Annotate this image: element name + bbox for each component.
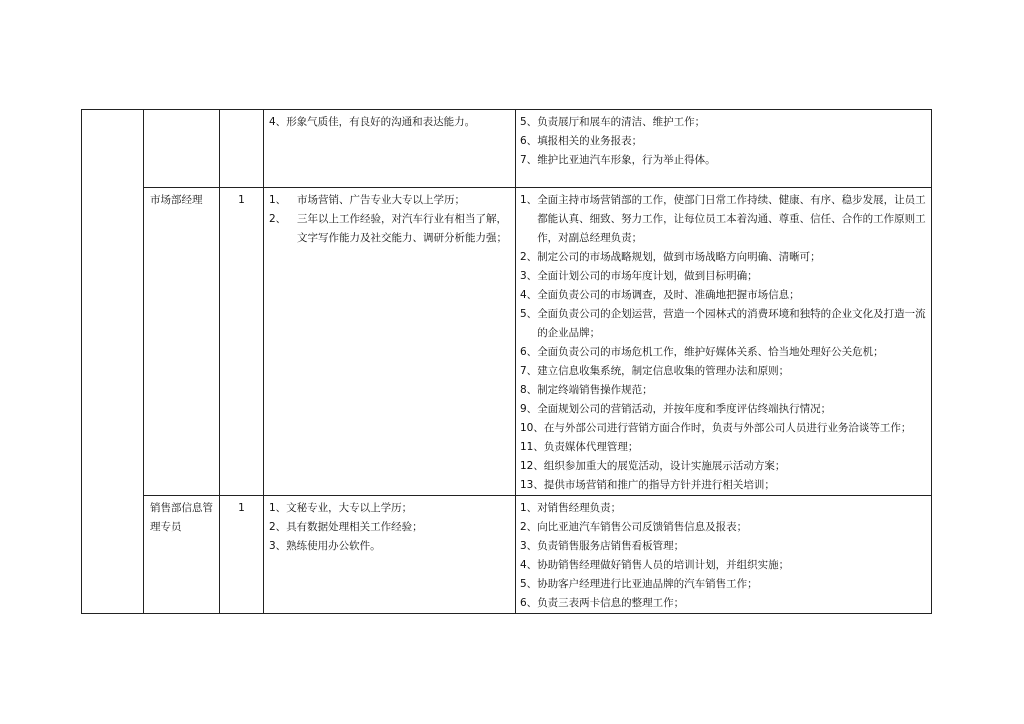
headcount: 1	[238, 194, 245, 206]
table-row	[82, 496, 932, 614]
headcount-cell	[220, 496, 264, 614]
list-item: 7、 维护比亚迪汽车形象，行为举止得体。	[520, 154, 716, 166]
list-item: 13、 提供市场营销和推广的指导方针并进行相关培训；	[520, 479, 775, 491]
list-item: 2、 具有数据处理相关工作经验；	[269, 521, 423, 533]
duties-cell	[516, 188, 932, 496]
requirements-cell	[264, 496, 516, 614]
list-item: 2、 向比亚迪汽车销售公司反馈销售信息及报表；	[520, 521, 748, 533]
position-cell	[144, 496, 220, 614]
list-item: 10、 在与外部公司进行营销方面合作时，负责与外部公司人员进行业务洽谈等工作；	[520, 422, 912, 434]
requirements-cell	[264, 188, 516, 496]
duties-list	[516, 191, 931, 495]
list-item: 4、 形象气质佳，有良好的沟通和表达能力。	[269, 116, 476, 128]
position-title: 销售部信息管理专员	[150, 502, 213, 533]
list-item: 6、 负责三表两卡信息的整理工作；	[520, 597, 685, 609]
list-item: 2、 三年以上工作经验，对汽车行业有相当了解，文字写作能力及社交能力、调研分析能力强；	[269, 213, 507, 244]
duties-cell	[516, 496, 932, 614]
table-row	[82, 188, 932, 496]
list-item: 3、 熟练使用办公软件。	[269, 540, 381, 552]
list-item: 2、 制定公司的市场战略规划，做到市场战略方向明确、清晰可；	[520, 251, 821, 263]
list-item: 1、 对销售经理负责；	[520, 502, 622, 514]
list-item: 9、 全面规划公司的营销活动，并按年度和季度评估终端执行情况；	[520, 403, 832, 415]
duties-list	[516, 113, 931, 170]
duties-list	[516, 499, 931, 613]
table-row	[82, 110, 932, 188]
list-item: 3、 负责销售服务店销售看板管理；	[520, 540, 685, 552]
list-item: 5、 负责展厅和展车的清洁、维护工作；	[520, 116, 706, 128]
list-item: 12、 组织参加重大的展览活动，设计实施展示活动方案；	[520, 460, 786, 472]
list-item: 7、 建立信息收集系统，制定信息收集的管理办法和原则；	[520, 365, 790, 377]
requirements-cell	[264, 110, 516, 188]
headcount-cell	[220, 188, 264, 496]
list-item: 11、 负责媒体代理管理；	[520, 441, 639, 453]
duties-cell	[516, 110, 932, 188]
list-item: 5、 协助客户经理进行比亚迪品牌的汽车销售工作；	[520, 578, 758, 590]
list-item: 6、 填报相关的业务报表；	[520, 135, 643, 147]
requirements-list	[264, 499, 515, 556]
list-item: 8、 制定终端销售操作规范；	[520, 384, 653, 396]
headcount-cell	[220, 110, 264, 188]
headcount: 1	[238, 502, 245, 514]
position-cell	[144, 188, 220, 496]
list-item: 1、 市场营销、广告专业大专以上学历；	[269, 194, 465, 206]
list-item: 5、 全面负责公司的企划运营，营造一个园林式的消费环境和独特的企业文化及打造一流的企业品牌；	[520, 308, 926, 339]
list-item: 1、 全面主持市场营销部的工作，使部门日常工作持续、健康、有序、稳步发展，让员工都能认真、细致、努力工作，让每位员工本着沟通、尊重、信任、合作的工作原则工作，对副总经理负责；	[520, 194, 926, 244]
list-item: 4、 全面负责公司的市场调查，及时、准确地把握市场信息；	[520, 289, 800, 301]
requirements-list	[264, 191, 515, 248]
position-title: 市场部经理	[150, 194, 203, 206]
list-item: 4、 协助销售经理做好销售人员的培训计划，并组织实施；	[520, 559, 790, 571]
department-cell	[82, 110, 144, 614]
requirements-list	[264, 113, 515, 132]
job-description-table	[81, 109, 932, 614]
list-item: 1、 文秘专业，大专以上学历；	[269, 502, 413, 514]
position-cell	[144, 110, 220, 188]
list-item: 3、 全面计划公司的市场年度计划，做到目标明确；	[520, 270, 758, 282]
list-item: 6、 全面负责公司的市场危机工作，维护好媒体关系、恰当地处理好公关危机；	[520, 346, 884, 358]
